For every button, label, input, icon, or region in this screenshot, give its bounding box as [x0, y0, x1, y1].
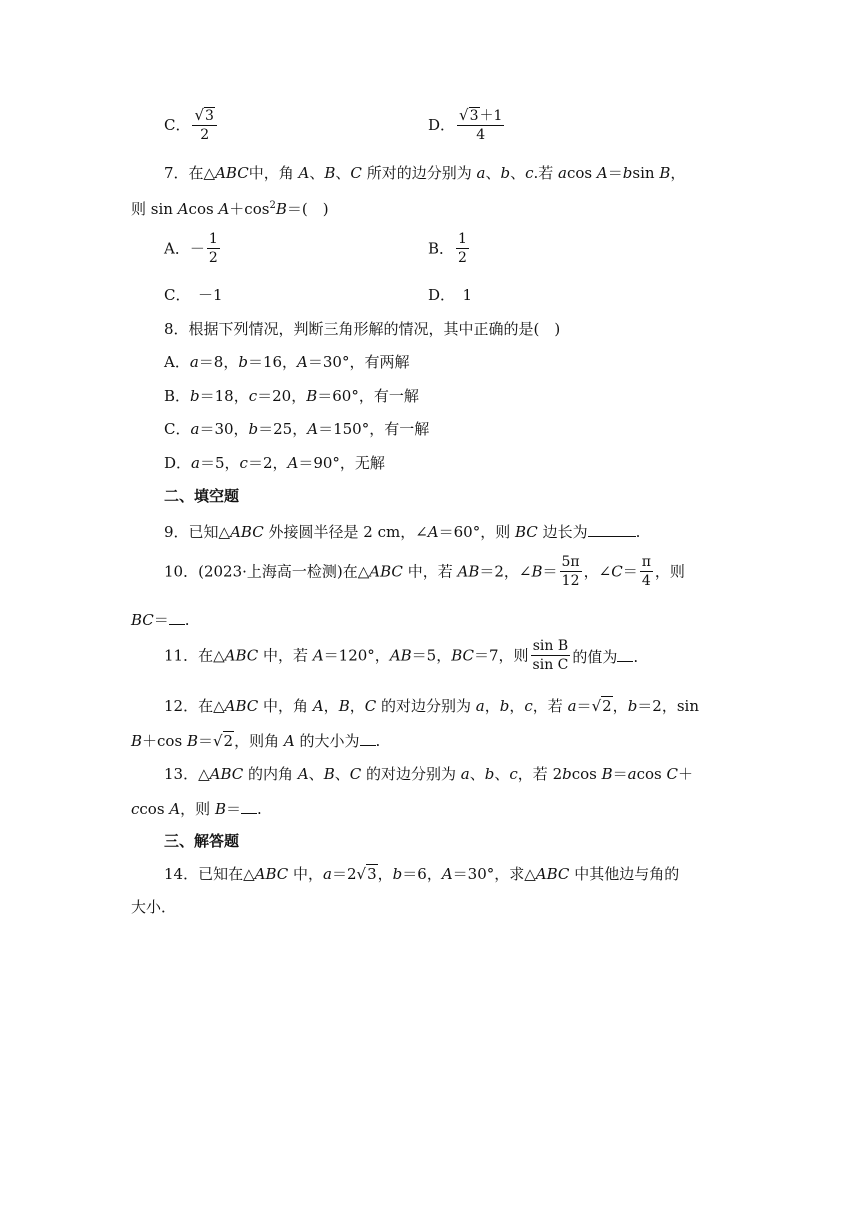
text: ，∠ [583, 562, 612, 581]
square-root: √2 [212, 732, 234, 750]
var: a [189, 353, 199, 371]
var: A [177, 200, 189, 218]
text: ＝5， [411, 646, 452, 665]
option-label: D． [428, 116, 456, 134]
text: ＝20， [257, 387, 307, 405]
var: b [484, 765, 495, 783]
var: B [659, 164, 671, 182]
text: 的对边分别为 [366, 765, 457, 783]
var: b [499, 697, 510, 715]
text: 、 [335, 164, 351, 182]
text: 中其他边与角的 [574, 865, 680, 883]
q8-option-b [164, 386, 419, 406]
fraction: $\frac{√3}{2}$ [192, 106, 216, 144]
var: a [475, 697, 485, 715]
text: ＝ [153, 611, 169, 629]
text: ， [612, 697, 628, 715]
text: 12．在△ [164, 697, 225, 715]
numerator: 1 [458, 231, 467, 247]
var: ABC [215, 164, 249, 182]
var: A [596, 164, 608, 182]
var: C [364, 697, 377, 715]
var: a [460, 765, 470, 783]
text: cos [567, 164, 597, 182]
radicand: 3 [469, 108, 479, 124]
radicand: 2 [602, 697, 612, 715]
q6-option-d [428, 106, 506, 150]
var: ABC [254, 865, 289, 883]
text: 10．(2023·上海高一检测)在△ [164, 562, 370, 581]
text: ，则角 [234, 732, 280, 750]
denominator: 4 [476, 127, 486, 143]
var: ABC [535, 865, 570, 883]
text: ＝ [542, 562, 558, 581]
var: A [297, 353, 308, 371]
var: B [214, 800, 226, 818]
text: 中，若 [407, 562, 453, 581]
q8-option-c [164, 419, 429, 439]
text: 中，角 [248, 164, 294, 182]
text: ＝30°，求△ [452, 865, 536, 883]
text: 的内角 [248, 765, 294, 783]
radicand: 3 [205, 108, 214, 124]
denominator: 2 [200, 127, 210, 143]
numerator-rest: ＋1 [479, 108, 503, 124]
var: c [525, 164, 534, 182]
text: ＝2 [332, 865, 357, 883]
text: . [184, 611, 190, 629]
var: ABC [369, 562, 403, 581]
var: B [186, 732, 198, 750]
q7-option-d: D． 1 [428, 286, 473, 304]
text: ＝ [612, 765, 628, 783]
var: c [524, 697, 533, 715]
text: ＝ [576, 697, 592, 715]
option-label: C． [164, 420, 191, 438]
option-label: A． [164, 353, 190, 371]
numerator: sin B [531, 637, 571, 656]
var: B [338, 697, 350, 715]
option-label: A． [164, 239, 190, 258]
var: A [169, 800, 181, 818]
text: ，若 [532, 697, 563, 715]
option-label: D． [164, 454, 192, 472]
var: ABC [224, 697, 259, 715]
var: AB [389, 646, 412, 665]
var: A [298, 164, 310, 182]
square-root: √3 [356, 865, 377, 883]
var: a [476, 164, 486, 182]
var: C [350, 164, 362, 182]
var: A [312, 697, 324, 715]
radicand: 3 [367, 865, 377, 883]
text: ＝8， [198, 353, 239, 371]
text: ＝90°，无解 [298, 454, 385, 472]
q6-option-c [164, 106, 219, 150]
var: c [131, 800, 140, 818]
text: ＝6， [402, 865, 442, 883]
q10-line1 [164, 553, 685, 599]
var: B [324, 164, 336, 182]
q8-option-d [164, 453, 385, 473]
square-root: √2 [591, 697, 612, 715]
var: A [312, 646, 324, 665]
text: ＝( ) [286, 200, 329, 218]
text: cos [139, 800, 170, 818]
text: 所对的边分别为 [366, 164, 472, 182]
var: b [622, 164, 633, 182]
text: 中， [293, 865, 324, 883]
text: ＝60°，则 [438, 523, 511, 541]
text: ＝2，∠ [479, 562, 532, 581]
text: ＋ [678, 765, 694, 783]
text: 11．在△ [164, 646, 225, 665]
var: B [531, 562, 543, 581]
var: a [558, 164, 567, 182]
text: 的值为 [572, 647, 618, 666]
var: A [427, 523, 439, 541]
text: 7．在△ [164, 164, 216, 182]
text: ， [323, 697, 339, 715]
text: 13．△ [164, 765, 210, 783]
var: A [287, 454, 299, 472]
text: 9．已知△ [164, 523, 231, 541]
answer-blank[interactable] [617, 645, 633, 662]
q12-line1 [164, 696, 699, 716]
var: a [190, 420, 200, 438]
text: 的对边分别为 [381, 697, 472, 715]
answer-blank[interactable] [588, 520, 636, 537]
var: BC [131, 611, 154, 629]
answer-blank[interactable] [360, 729, 376, 746]
var: c [248, 387, 258, 405]
var: AB [457, 562, 480, 581]
text: cos [571, 765, 602, 783]
section-title-fill-in: 二、填空题 [164, 487, 240, 505]
text: ＋cos [229, 200, 270, 218]
text: 14．已知在△ [164, 865, 255, 883]
q14-line2: 大小． [131, 898, 177, 916]
text: ＝30°，有两解 [307, 353, 410, 371]
denominator: 2 [458, 250, 467, 266]
q7-option-c: C． －1 [164, 286, 223, 304]
text: ＝ [607, 164, 623, 182]
q14-line1 [164, 864, 679, 884]
text: 、 [334, 765, 350, 783]
q13-line2 [131, 797, 262, 819]
option-label: B． [428, 239, 455, 258]
text: ＝ [197, 732, 213, 750]
q8-option-a [164, 352, 409, 372]
answer-blank[interactable] [169, 608, 185, 625]
var: B [275, 200, 287, 218]
text: ＝7，则 [474, 646, 529, 665]
fraction: $\frac{√3+1}{4}$ [459, 106, 503, 143]
var: b [392, 865, 403, 883]
text: ＝2，sin [637, 697, 699, 715]
denominator: 4 [641, 573, 651, 589]
var: B [306, 387, 318, 405]
text: ＝ [225, 800, 241, 818]
q13-line1 [164, 764, 693, 784]
text: ＝18， [199, 387, 249, 405]
var: b [562, 765, 572, 783]
var: ABC [230, 523, 264, 541]
text: ＝16， [247, 353, 298, 371]
text: ， [484, 697, 500, 715]
fraction [531, 637, 571, 674]
text: 、 [494, 765, 510, 783]
text: ＝120°， [323, 646, 390, 665]
text: . [633, 647, 639, 666]
var: B [131, 732, 143, 750]
var: c [239, 454, 248, 472]
text: 、 [485, 164, 501, 182]
text: .若 [533, 164, 554, 182]
numerator: 5π [561, 554, 580, 570]
text: cos [636, 765, 667, 783]
text: sin [632, 164, 660, 182]
var: a [567, 697, 577, 715]
text: 、 [309, 164, 325, 182]
text: ，则 [654, 562, 685, 581]
q12-line2 [131, 729, 380, 751]
var: A [283, 732, 295, 750]
denominator: sin C [532, 657, 569, 673]
q7-stem-line1 [164, 163, 685, 183]
numerator: 1 [208, 231, 218, 247]
numerator: π [641, 554, 651, 570]
var: A [297, 765, 309, 783]
text: . [257, 800, 262, 818]
text: cos [188, 200, 219, 218]
text: 外接圆半径是 2 cm，∠ [268, 523, 428, 541]
var: BC [451, 646, 474, 665]
var: c [509, 765, 518, 783]
fraction [207, 230, 220, 267]
var: b [500, 164, 511, 182]
radicand: 2 [223, 732, 234, 750]
option-label: C． [164, 116, 191, 134]
var: A [441, 865, 453, 883]
text: ， [377, 865, 393, 883]
var: b [238, 353, 248, 371]
text: ＝30， [199, 420, 249, 438]
var: a [323, 865, 332, 883]
denominator: 2 [208, 250, 218, 266]
var: A [218, 200, 230, 218]
denominator: 12 [561, 573, 580, 589]
fraction [640, 553, 653, 590]
text: 中，角 [263, 697, 309, 715]
superscript: 2 [269, 200, 276, 211]
text: ＝5， [199, 454, 240, 472]
text: ， [670, 164, 686, 182]
fraction [456, 230, 469, 267]
var: BC [515, 523, 538, 541]
var: C [349, 765, 362, 783]
text: 则 sin [131, 200, 178, 218]
text: 、 [308, 765, 324, 783]
text: ， [509, 697, 525, 715]
text: ＝2， [247, 454, 288, 472]
text: 边长为 [542, 523, 588, 541]
text: ，若 2 [517, 765, 563, 783]
answer-blank[interactable] [241, 797, 257, 814]
q9 [164, 520, 640, 542]
q7-option-b [428, 230, 471, 274]
text: ＝150°，有一解 [318, 420, 430, 438]
var: b [190, 387, 200, 405]
q10-line2 [131, 608, 190, 630]
section-title-answer: 三、解答题 [164, 832, 240, 850]
var: b [627, 697, 638, 715]
text: ＝ [622, 562, 638, 581]
var: B [323, 765, 335, 783]
text: 的大小为 [299, 732, 360, 750]
var: ABC [209, 765, 244, 783]
text: ＝25， [258, 420, 308, 438]
q7-stem-line2 [131, 196, 329, 219]
text: ，则 [180, 800, 211, 818]
text: . [375, 732, 381, 750]
text: ， [349, 697, 365, 715]
q7-option-a [164, 230, 222, 274]
fraction [560, 553, 582, 590]
sign: － [189, 239, 205, 258]
q8-stem: 8．根据下列情况，判断三角形解的情况，其中正确的是( ) [164, 320, 561, 338]
text: ＝60°，有一解 [317, 387, 419, 405]
text: 、 [469, 765, 485, 783]
option-label: B． [164, 387, 191, 405]
text: 、 [510, 164, 526, 182]
var: b [248, 420, 259, 438]
text: ＋cos [142, 732, 187, 750]
var: C [666, 765, 679, 783]
var: ABC [224, 646, 259, 665]
var: a [627, 765, 637, 783]
var: a [191, 454, 200, 472]
text: . [635, 523, 641, 541]
var: A [307, 420, 319, 438]
var: C [611, 562, 623, 581]
text: 中，若 [263, 646, 309, 665]
q11 [164, 637, 638, 683]
var: B [601, 765, 613, 783]
